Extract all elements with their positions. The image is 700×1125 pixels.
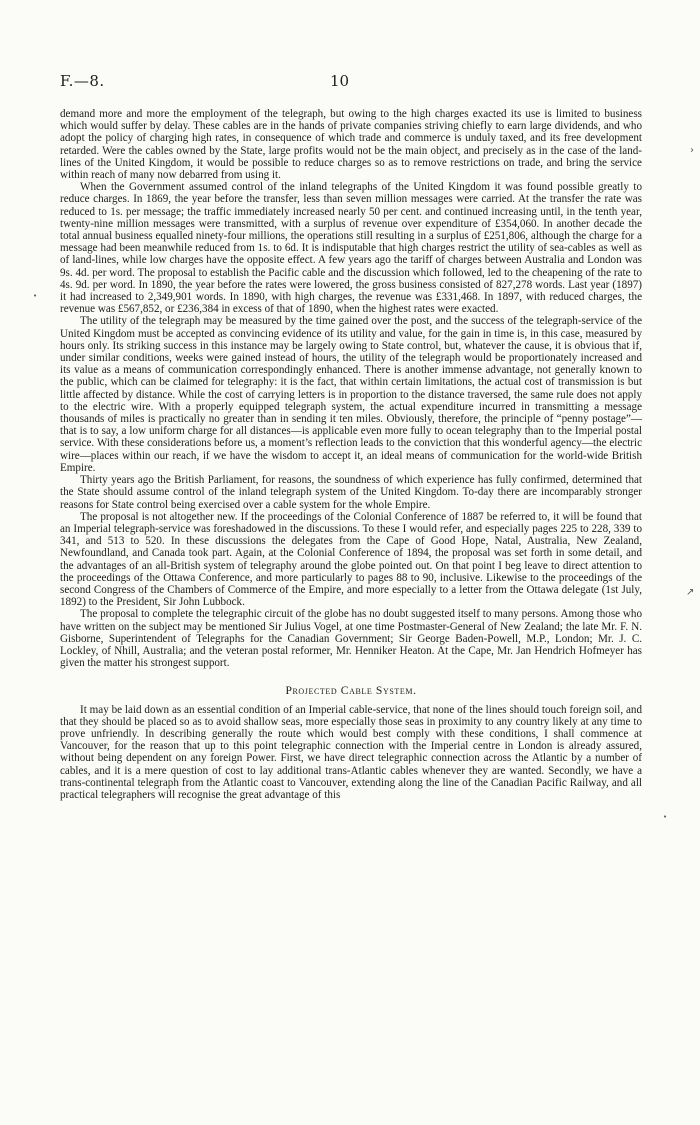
paragraph: demand more and more the employment of the telegraph, but owing to the high charges exacted its use is limited to business which would suffer by delay. These cables are in the hands of private companies striving chiefly to earn large dividends, and who adopt the policy of charging high rates, in consequence of which trade and commerce is unduly taxed, and its free development retarded. Were the cables owned by the State, large profits would not be the main object, and precisely as in the case of the land-lines of the United Kingdom, it would be possible to reduce charges so as to remove restrictions on trade, and bring the service within reach of many now debarred from using it. <box>60 108 642 182</box>
page-header <box>60 72 640 94</box>
paragraph: Thirty years ago the British Parliament, for reasons, the soundness of which experience has fully confirmed, determined that the State should assume control of the inland telegraph system of the United Kingdom. To-day there are incomparably stronger reasons for State control being exercised over a cable system for the whole Empire. <box>60 474 642 511</box>
paragraph: It may be laid down as an essential condition of an Imperial cable-service, that none of the lines should touch foreign soil, and that they should be placed so as to avoid shallow seas, more especially those seas in proximity to any country likely at any time to prove unfriendly. In describing generally the route which would best comply with these conditions, I shall commence at Vancouver, for the reason that up to this point telegraphic connection with the Imperial centre in London is already assured, without being dependent on any foreign Power. First, we have direct telegraphic connection across the Atlantic by a number of cables, and it is a mere question of cost to lay additional trans-Atlantic cables whenever they are wanted. Secondly, we have a trans-continental telegraph from the Atlantic coast to Vancouver, extending along the line of the Canadian Pacific Railway, and all practical telegraphers will recognise the great advantage of this <box>60 703 642 801</box>
margin-mark-icon: › <box>690 145 694 156</box>
paragraph: The proposal to complete the telegraphic circuit of the globe has no doubt suggested itself to many persons. Among those who have written on the subject may be mentioned Sir Julius Vogel, at one time Postmaster-General of New Zealand; the late Mr. F. N. Gisborne, Superintendent of Telegraphs for the Canadian Government; Sir George Baden-Powell, M.P., London; Mr. J. C. Lockley, of Nhill, Australia; and the veteran postal reformer, Mr. Henniker Heaton. At the Cape, Mr. Jan Hendrich Hofmeyer has given the matter his strongest support. <box>60 608 642 670</box>
paragraph: When the Government assumed control of the inland telegraphs of the United Kingdom it was found possible greatly to reduce charges. In 1869, the year before the transfer, less than seven million messages were carried. At the transfer the rate was reduced to 1s. per message; the traffic immediately increased nearly 50 per cent. and continued increasing until, in the tenth year, twenty-nine million messages were transmitted, with a surplus of revenue over expenditure of £354,060. In another decade the total annual business equalled ninety-four millions, the operations still resulting in a surplus of £251,806, although the charge for a message had been meanwhile reduced from 1s. to 6d. It is indisputable that high charges restrict the utility of sea-cables as well as of land-lines, while low charges have the opposite effect. A few years ago the tariff of charges between Australia and London was 9s. 4d. per word. The proposal to establish the Pacific cable and the discussion which followed, led to the cheapening of the rate to 4s. 9d. per word. In 1890, the year before the rates were lowered, the gross business consisted of 827,278 words. Last year (1897) it had increased to 2,349,901 words. In 1890, with high charges, the revenue was £331,468. In 1897, with reduced charges, the revenue was £567,852, or £236,384 in excess of that of 1890, when the highest rates were exacted. <box>60 181 642 316</box>
paragraph: The utility of the telegraph may be measured by the time gained over the post, and the success of the telegraph-service of the United Kingdom must be accepted as convincing evidence of its utility and value, for the gain in time is, in this case, measured by hours only. Its striking success in this instance may be largely owing to State control, but, whatever the cause, it is obvious that if, under similar conditions, weeks were gained instead of hours, the utility of the telegraph would be proportionately increased and its value as a means of communication correspondingly enhanced. There is another immense advantage, not generally known to the public, which can be claimed for telegraphy: it is the fact, that within certain limitations, the actual cost of transmission is but little affected by distance. While the cost of carrying letters is in proportion to the distance traversed, the same rule does not apply to the electric wire. With a properly equipped telegraph system, the actual expenditure incurred in transmitting a message thousands of miles is practically no greater than in sending it ten miles. Obviously, therefore, the principle of “penny postage”—that is to say, a low uniform charge for all distances—is applicable even more fully to ocean telegraphy than to the Imperial postal service. With these considerations before us, a moment’s reflection leads to the conviction that this wonderful agency—the electric wire—places within our reach, if we have the wisdom to accept it, an ideal means of communication for the world-wide British Empire. <box>60 315 642 474</box>
page-number: 10 <box>330 72 350 90</box>
section-heading: Projected Cable System. <box>285 684 417 698</box>
margin-mark-icon: • <box>663 813 668 821</box>
document-body <box>60 108 642 801</box>
document-reference: F.—8. <box>60 72 105 90</box>
margin-mark-icon: • <box>33 292 38 300</box>
margin-mark-icon: ↗ <box>686 587 695 598</box>
paragraph: The proposal is not altogether new. If the proceedings of the Colonial Conference of 1887 be referred to, it will be found that an Imperial telegraph-service was foreshadowed in the discussions. To these I would refer, and especially pages 225 to 228, 339 to 341, and 513 to 520. In these discussions the delegates from the Cape of Good Hope, Natal, Australia, New Zealand, Newfoundland, and Canada took part. Again, at the Colonial Conference of 1894, the proposal was set forth in some detail, and the advantages of an all-British system of telegraphy around the globe pointed out. On that point I beg leave to direct attention to the proceedings of the Ottawa Conference, and more particularly to pages 88 to 90, inclusive. Likewise to the proceedings of the second Congress of the Chambers of Commerce of the Empire, and more especially to a letter from the Ottawa delegate (1st July, 1892) to the President, Sir John Lubbock. <box>60 510 642 609</box>
